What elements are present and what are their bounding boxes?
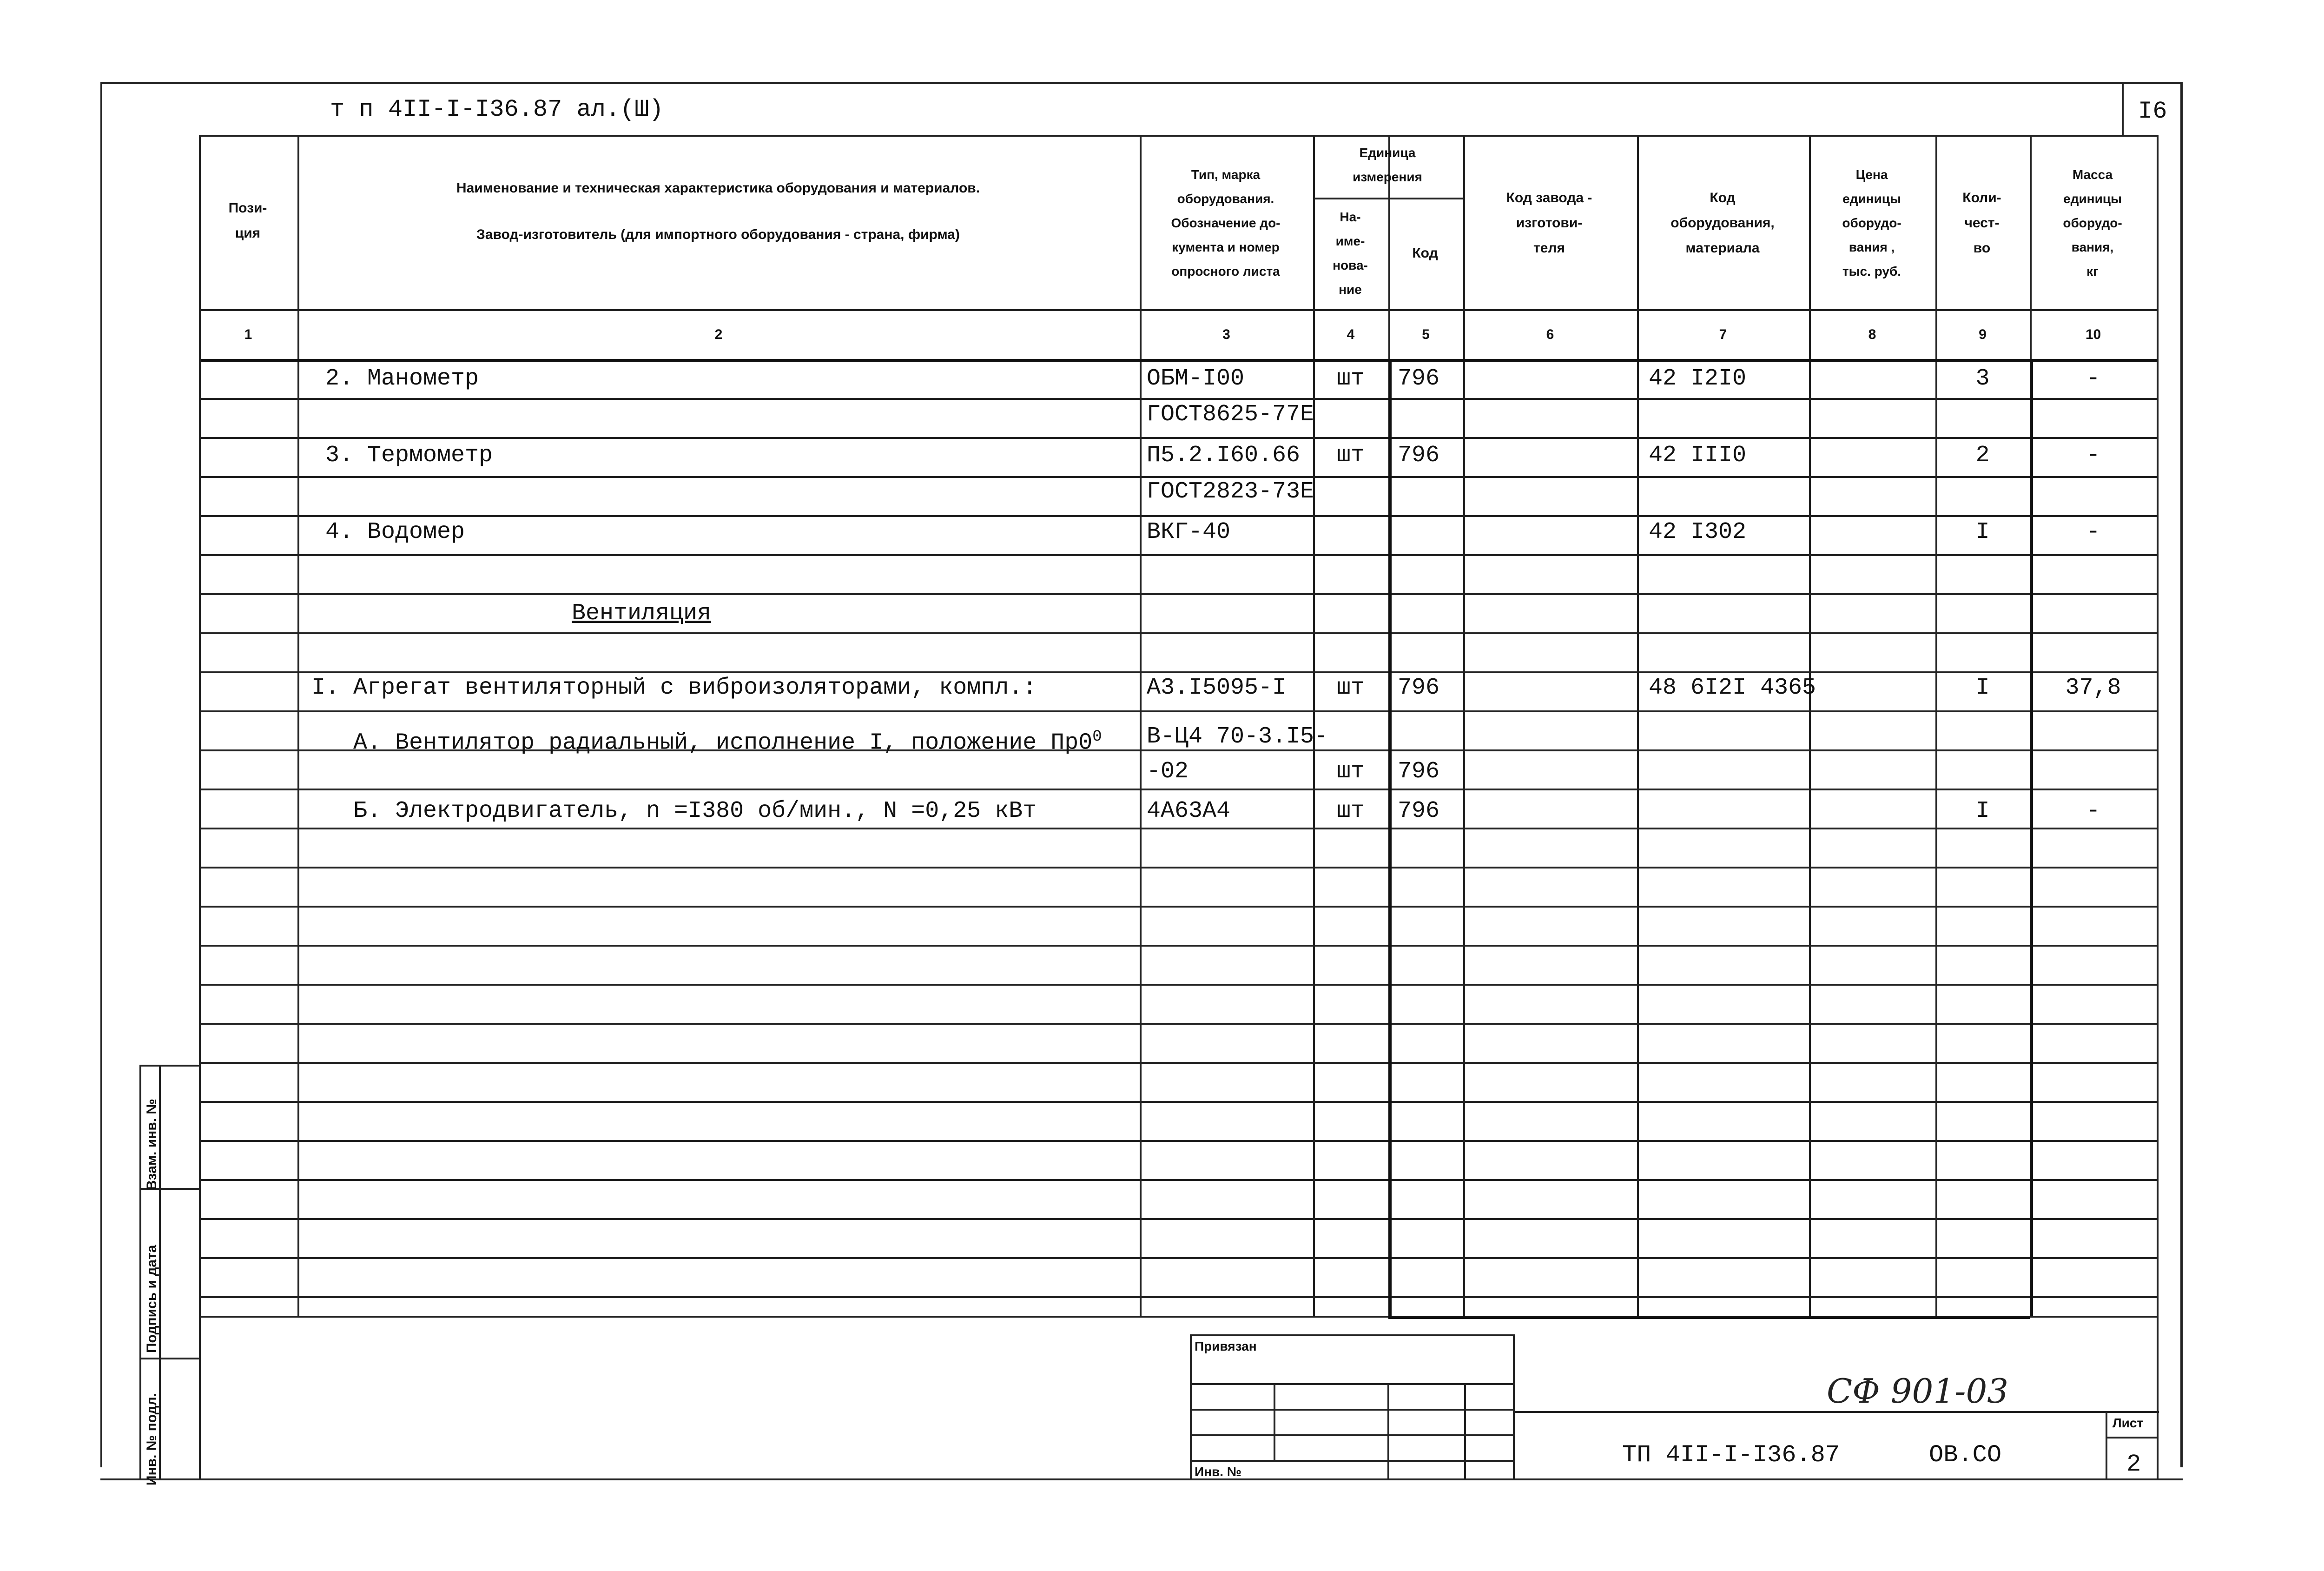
column-divider: [1637, 135, 1639, 1316]
header-price: Цена единицы оборудо- вания , тыс. руб.: [1842, 167, 1901, 278]
stamp-line: [1190, 1334, 1192, 1478]
row-divider: [199, 1179, 2157, 1181]
item-name: 2. Манометр: [325, 365, 479, 392]
header-name-line1: Наименование и техническая характеристика оборудования и материалов.: [456, 180, 980, 196]
item-type: ГОСТ2823-73Е: [1147, 478, 1314, 505]
item-name: I. Агрегат вентиляторный с виброизоляторами, компл.:: [311, 675, 1037, 701]
thick-border-bottom: [1388, 1316, 2030, 1319]
row-divider: [199, 1218, 2157, 1220]
unit-header-divider: [1313, 198, 1463, 199]
column-divider: [1140, 135, 1142, 1316]
header-unit-name: На- име- нова- ние: [1333, 210, 1368, 297]
corner-divider: [2122, 84, 2124, 135]
column-number: 5: [1422, 327, 1430, 342]
row-divider: [199, 789, 2157, 790]
row-divider: [199, 1257, 2157, 1259]
row-divider: [199, 1140, 2157, 1142]
side-stamp-line: [139, 1358, 199, 1359]
row-divider: [199, 1023, 2157, 1025]
item-unit: шт: [1336, 442, 1365, 469]
header-factory-code: Код завода - изготови- теля: [1506, 190, 1592, 256]
item-unit-code: 796: [1398, 798, 1440, 824]
stamp-line: [1513, 1411, 2159, 1413]
column-number: 8: [1868, 327, 1876, 342]
row-divider: [199, 1101, 2157, 1103]
column-divider: [2157, 135, 2159, 1316]
item-equipment-code: 42 I302: [1649, 519, 1747, 545]
column-number: 1: [244, 327, 252, 342]
sheet-corner-number: I6: [2138, 98, 2167, 125]
row-divider: [199, 1296, 2157, 1298]
stamp-line: [2106, 1411, 2107, 1478]
column-number: 6: [1546, 327, 1554, 342]
side-label-podpis: Подпись и дата: [144, 1245, 159, 1353]
row-divider: [199, 671, 2157, 673]
item-mass: -: [2086, 519, 2100, 545]
side-stamp-line: [139, 1065, 199, 1067]
row-divider: [199, 945, 2157, 947]
item-equipment-code: 48 6I2I 4365: [1649, 675, 1816, 701]
stamp-mark: ОВ.СО: [1929, 1441, 2002, 1469]
stamp-line: [1274, 1383, 1275, 1460]
stamp-line: [2106, 1437, 2157, 1438]
column-number: 4: [1347, 327, 1355, 342]
item-mass: 37,8: [2065, 675, 2121, 701]
column-divider: [1463, 135, 1465, 1316]
section-title: Вентиляция: [572, 600, 712, 627]
item-unit-code: 796: [1398, 442, 1440, 469]
item-equipment-code: 42 I2I0: [1649, 365, 1747, 392]
column-divider: [1935, 135, 1937, 1316]
header-name-line2: Завод-изготовитель (для импортного оборудования - страна, фирма): [476, 227, 960, 242]
side-label-inv-podl: Инв. № подл.: [144, 1392, 159, 1485]
item-type: А3.I5095-I: [1147, 675, 1287, 701]
row-divider: [199, 593, 2157, 595]
item-unit: шт: [1336, 365, 1365, 392]
sheet-bottom-line: [100, 1478, 2183, 1480]
item-name: Б. Электродвигатель, n =I380 об/мин., N =0,25 кВт: [353, 798, 1037, 824]
item-name: А. Вентилятор радиальный, исполнение I, положение $Пр0^0$: [353, 728, 1102, 756]
column-number: 10: [2085, 327, 2101, 342]
row-divider: [199, 437, 2157, 439]
row-divider: [199, 398, 2157, 400]
item-mass: -: [2086, 798, 2100, 824]
item-unit: шт: [1336, 675, 1365, 701]
header-mass: Масса единицы оборудо- вания, кг: [2063, 167, 2122, 278]
stamp-line: [1190, 1409, 1515, 1411]
column-number: 2: [714, 327, 723, 342]
item-type: ВКГ-40: [1147, 519, 1231, 545]
stamp-line: [2157, 1316, 2159, 1478]
column-number-bottom-line: [199, 359, 2157, 362]
column-divider: [297, 135, 299, 1316]
sheet-label: Лист: [2113, 1416, 2144, 1430]
item-type: ОБМ-I00: [1147, 365, 1245, 392]
column-divider: [1809, 135, 1811, 1316]
item-unit-code: 796: [1398, 675, 1440, 701]
side-label-vzam: Взам. инв. №: [144, 1099, 159, 1190]
item-unit: шт: [1336, 798, 1365, 824]
inventory-label: Инв. №: [1195, 1465, 1242, 1479]
stamp-line: [1190, 1460, 1515, 1462]
item-type: -02: [1147, 758, 1189, 785]
item-unit-code: 796: [1398, 758, 1440, 785]
item-type: ГОСТ8625-77Е: [1147, 401, 1314, 428]
stamp-document-code: ТП 4II-I-I36.87: [1622, 1441, 1840, 1469]
item-type: 4А63А4: [1147, 798, 1231, 824]
item-name: 4. Водомер: [325, 519, 465, 545]
signature-handwritten: СФ 901-03: [1827, 1372, 2009, 1411]
stamp-line: [1513, 1334, 1515, 1478]
row-divider: [199, 515, 2157, 517]
stamp-line: [1190, 1334, 1515, 1336]
stamp-line: [1464, 1383, 1466, 1478]
superscript: 0: [1092, 728, 1102, 746]
document-title: т п 4II-I-I36.87 ал.(Ш): [330, 96, 664, 123]
item-name: 3. Термометр: [325, 442, 493, 469]
column-number: 7: [1719, 327, 1727, 342]
item-mass: -: [2086, 365, 2100, 392]
header-position: Пози- ция: [228, 200, 267, 241]
row-divider: [199, 710, 2157, 712]
row-divider: [199, 906, 2157, 908]
table-top-line: [199, 135, 2157, 137]
item-unit: шт: [1336, 758, 1365, 785]
stamp-line: [1190, 1383, 1515, 1385]
item-type: П5.2.I60.66: [1147, 442, 1301, 469]
thick-border-right: [2030, 359, 2033, 1316]
side-stamp-line: [139, 1065, 141, 1478]
item-mass: -: [2086, 442, 2100, 469]
item-type: В-Ц4 70-3.I5-: [1147, 723, 1328, 750]
item-quantity: 2: [1975, 442, 1990, 469]
header-bottom-line: [199, 309, 2157, 311]
header-equipment-code: Код оборудования, материала: [1670, 190, 1775, 256]
column-number: 3: [1222, 327, 1230, 342]
item-quantity: I: [1975, 798, 1990, 824]
row-divider: [199, 867, 2157, 868]
thick-border-left: [1388, 359, 1392, 1316]
row-divider: [199, 632, 2157, 634]
row-divider: [199, 828, 2157, 829]
row-divider: [199, 984, 2157, 986]
column-number: 9: [1979, 327, 1987, 342]
stamp-line: [1190, 1434, 1515, 1436]
header-quantity: Коли- чест- во: [1962, 190, 2001, 256]
sheet-number: 2: [2126, 1451, 2141, 1478]
row-divider: [199, 554, 2157, 556]
header-type: Тип, марка оборудования. Обозначение до- кумента и номер опросного листа: [1171, 167, 1281, 278]
item-quantity: I: [1975, 519, 1990, 545]
item-quantity: 3: [1975, 365, 1990, 392]
header-unit-code: Код: [1412, 245, 1438, 261]
stamp-line: [1387, 1383, 1389, 1478]
item-quantity: I: [1975, 675, 1990, 701]
header-unit: Единица измерения: [1353, 146, 1422, 184]
item-equipment-code: 42 III0: [1649, 442, 1747, 469]
item-unit-code: 796: [1398, 365, 1440, 392]
row-divider: [199, 1062, 2157, 1064]
bound-label: Привязан: [1195, 1339, 1257, 1353]
